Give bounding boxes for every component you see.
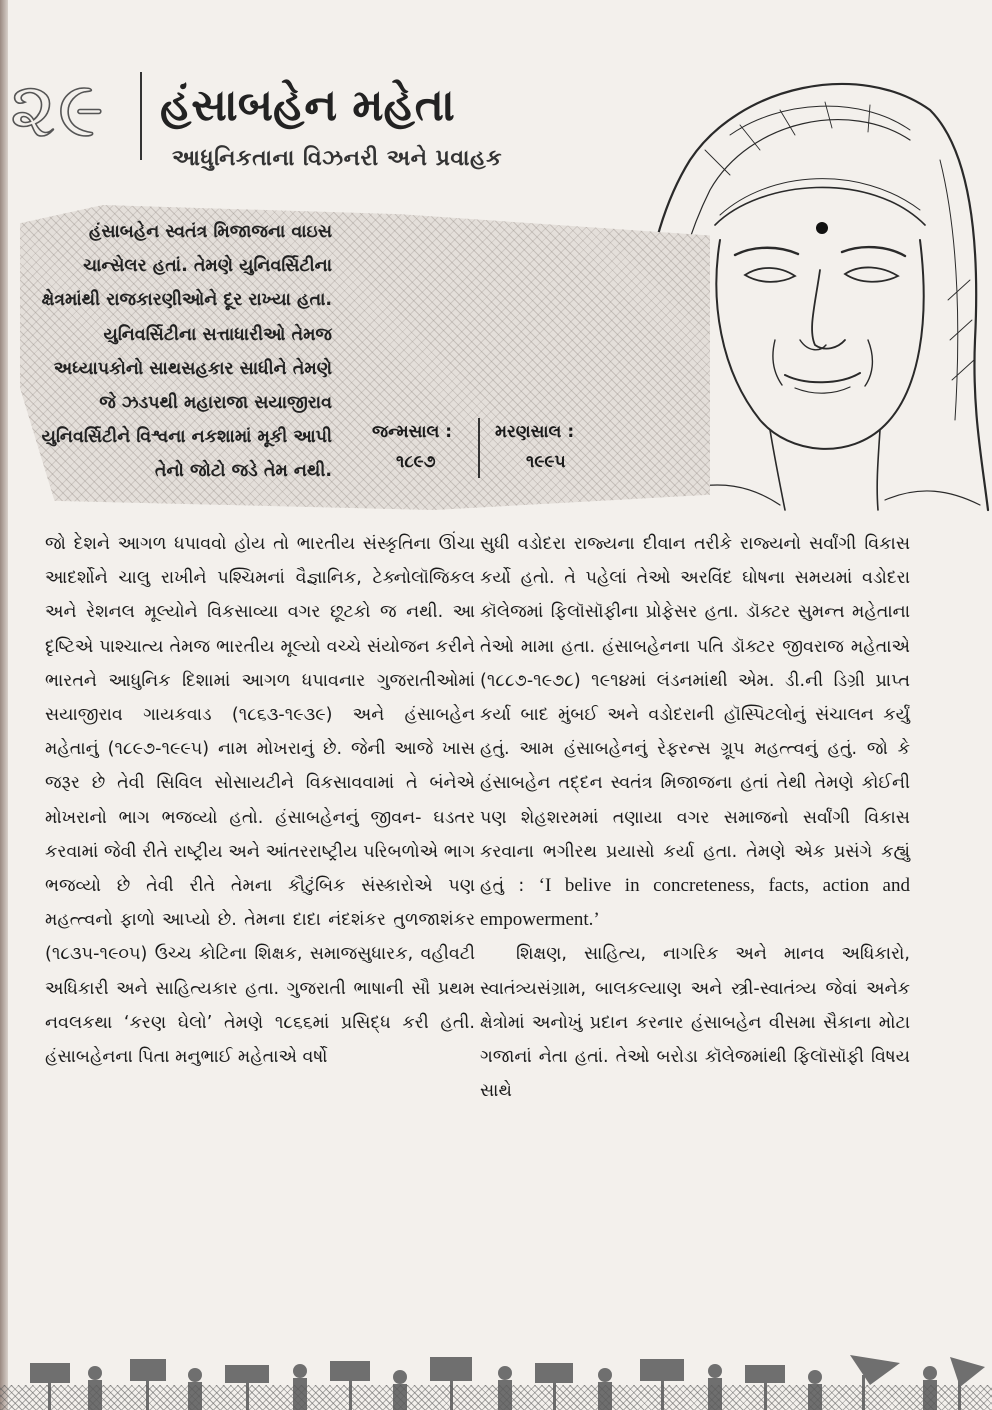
page-edge [0,0,8,1410]
birth-year: ૧૮૯૭ [396,452,436,472]
chapter-number: ૨૯ [10,65,106,155]
death-year: ૧૯૯૫ [526,452,566,472]
death-label: મરણસાલ : [495,422,575,442]
page-subtitle: આધુનિકતાના વિઝનરી અને પ્રવાહક [172,146,503,171]
english-quote: ‘I belive in concreteness, facts, action and empowerment.’ [480,875,910,931]
body-paragraph: શિક્ષણ, સાહિત્ય, નાગરિક અને માનવ અધિકારો, સ્વાતંત્ર્યસંગ્રામ, બાલકલ્યાણ અને સ્ત્રી-સ્વાતંત્ર્ય જેવાં અનેક ક્ષેત્રોમાં અનોખું પ્રદાન કરનાર હંસાબહેન વીસમા સૈકાના મોટા ગજાનાં નેતા હતાં. તેઓ બરોડા કૉલેજમાંથી ફિલૉસૉફી વિષય સાથે [480,944,910,1102]
birth-label: જન્મસાલ : [372,422,453,442]
body-column-left [45,527,475,1074]
dates-divider [478,418,480,478]
body-paragraph [480,527,910,937]
crowd-ground-pattern [0,1385,992,1410]
body-column-right [480,527,910,1108]
body-text: સુધી વડોદરા રાજ્યના દીવાન તરીકે રાજ્યનો સર્વાંગી વિકાસ કર્યો હતો. તે પહેલાં તેઓ અરવિંદ ઘોષના સમયમાં વડોદરા કૉલેજમાં ફિલૉસૉફીના પ્રોફેસર હતા. ડૉક્ટર સુમન્ત મહેતાના તેઓ મામા હતા. હંસાબહેનના પતિ ડૉક્ટર જીવરાજ મહેતાએ (૧૮૮૭-૧૯૭૮) ૧૯૧૪માં લંડનમાંથી એમ. ડી.ની ડિગ્રી પ્રાપ્ત કર્યા બાદ મુંબઈ અને વડોદરાની હૉસ્પિટલોનું સંચાલન કર્યું હતું. આમ હંસાબહેનનું રેફરન્સ ગ્રૂપ મહત્ત્વનું હતું. જો કે હંસાબહેન તદ્દન સ્વતંત્ર મિજાજના હતાં તેથી તેમણે કોઈની પણ શેહશરમમાં તણાયા વગર સમાજનો સર્વાંગી વિકાસ કરવાના ભગીરથ પ્રયાસો કર્યા હતા. તેમણે એક પ્રસંગે કહ્યું હતું : [480,534,910,897]
body-paragraph: જો દેશને આગળ ધપાવવો હોય તો ભારતીય સંસ્કૃતિના ઊંચા આદર્શોને ચાલુ રાખીને પશ્ચિમનાં વૈજ્ઞાનિક, ટેક્નોલૉજિકલ અને રેશનલ મૂલ્યોને વિકસાવ્યા વગર છૂટકો જ નથી. આ દૃષ્ટિએ પાશ્ચાત્ય તેમજ ભારતીય મૂલ્યો વચ્ચે સંયોજન કરીને ભારતને આધુનિક દિશામાં આગળ ધપાવનાર ગુજરાતીઓમાં સયાજીરાવ ગાયકવાડ (૧૮૬૩-૧૯૩૯) અને હંસાબહેન મહેતાનું (૧૮૯૭-૧૯૯૫) નામ મોખરાનું છે. જેની આજે ખાસ જરૂર છે તેવી સિવિલ સોસાયટીને વિકસાવવામાં તે બંનેએ મોખરાનો ભાગ ભજવ્યો હતો. હંસાબહેનનું જીવન- ઘડતર કરવામાં જેવી રીતે રાષ્ટ્રીય અને આંતરરાષ્ટ્રીય પરિબળોએ ભાગ ભજવ્યો છે તેવી રીતે તેમના કૌટુંબિક સંસ્કારોએ પણ મહત્ત્વનો ફાળો આપ્યો છે. તેમના દાદા નંદશંકર તુળજાશંકર (૧૮૩૫-૧૯૦૫) ઉચ્ચ કોટિના શિક્ષક, સમાજસુધારક, વહીવટી અધિકારી અને સાહિત્યકાર હતા. ગુજરાતી ભાષાની સૌ પ્રથમ નવલકથા ‘કરણ ઘેલો’ તેમણે ૧૮૬૬માં પ્રસિદ્ધ કરી હતી. હંસાબહેનના પિતા મનુભાઈ મહેતાએ વર્ષો [45,534,475,1068]
page-title: હંસાબહેન મહેતા [160,80,455,131]
title-divider [140,72,142,160]
intro-text: હંસાબહેન સ્વતંત્ર મિજાજના વાઇસ ચાન્સેલર હતાં. તેમણે યુનિવર્સિટીના ક્ષેત્રમાંથી રાજકારણીઓને દૂર રાખ્યા હતા. યુનિવર્સિટીના સત્તાધારીઓ તેમજ અધ્યાપકોનો સાથસહકાર સાધીને તેમણે જે ઝડપથી મહારાજા સયાજીરાવ યુનિવર્સિટીને વિશ્વના નકશામાં મૂકી આપી તેનો જોટો જડે તેમ નથી. [41,222,332,482]
